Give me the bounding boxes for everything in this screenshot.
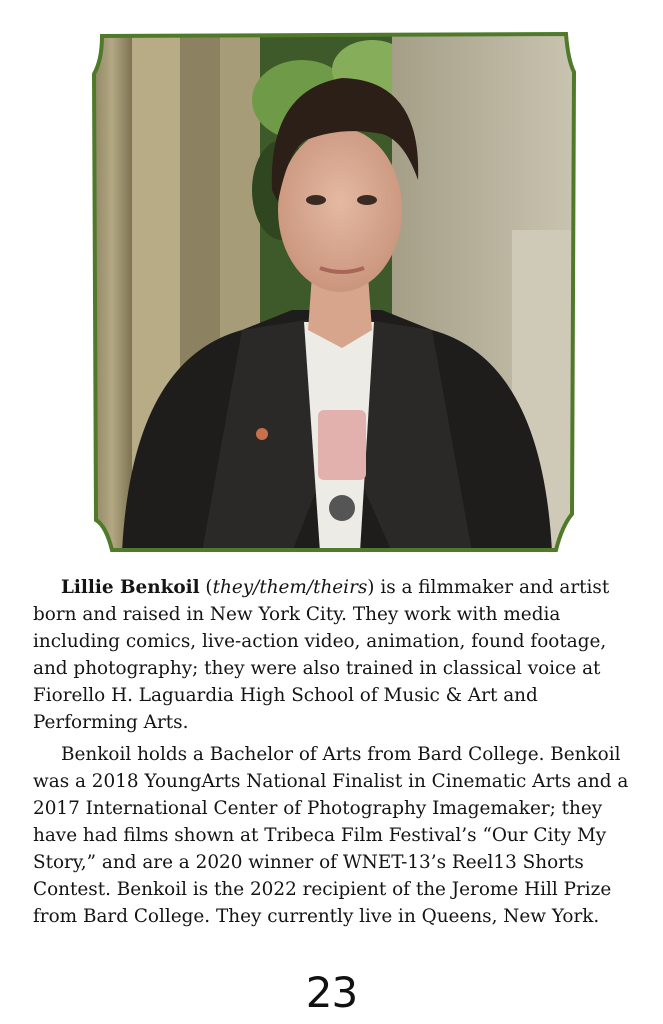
author-pronouns: they/them/theirs bbox=[212, 577, 368, 598]
biography bbox=[33, 574, 633, 935]
bio-paragraph-1-text: ) is a filmmaker and artist born and raised in New York City. They work with media including comics, live-action video, animation, found footage, and photography; they were also trained in classical voice at Fiorello H. Laguardia High School of Music & Art and Performing Arts. bbox=[33, 577, 610, 733]
author-name: Lillie Benkoil bbox=[61, 577, 200, 598]
portrait-illustration bbox=[92, 30, 576, 552]
bio-paragraph-2: Benkoil holds a Bachelor of Arts from Bard College. Benkoil was a 2018 YoungArts National Finalist in Cinematic Arts and a 2017 International Center of Photography Imagemaker; they have had films shown at Tribeca Film Festival’s “Our City My Story,” and are a 2020 winner of WNET-13’s Reel13 Shorts Contest. Benkoil is the 2022 recipient of the Jerome Hill Prize from Bard College. They currently live in Queens, New York. bbox=[33, 744, 629, 927]
pronouns-open: ( bbox=[199, 577, 213, 598]
portrait-photo bbox=[92, 30, 576, 552]
bio-paragraph-1 bbox=[33, 574, 633, 736]
page-number: 23 bbox=[305, 968, 358, 1017]
